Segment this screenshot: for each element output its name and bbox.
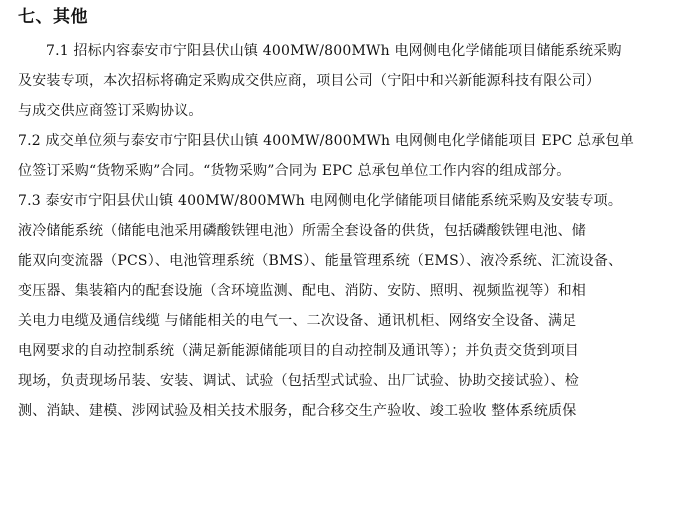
paragraph-line: 现场，负责现场吊装、安装、调试、试验（包括型式试验、出厂试验、协助交接试验）、检 <box>18 373 579 389</box>
paragraph-line: 7.2 成交单位须与泰安市宁阳县伏山镇 400MW/800MWh 电网侧电化学储能项目 EPC 总承包单 <box>18 133 634 149</box>
paragraph-7-1 <box>18 36 690 126</box>
paragraph-line: 位签订采购“货物采购”合同。“货物采购”合同为 EPC 总承包单位工作内容的组成部分。 <box>18 163 571 179</box>
paragraph-line: 电网要求的自动控制系统（满足新能源储能项目的自动控制及通讯等）；并负责交货到项目 <box>18 343 579 359</box>
paragraph-line: 与成交供应商签订采购协议。 <box>18 103 203 119</box>
paragraph-line: 7.3 泰安市宁阳县伏山镇 400MW/800MWh 电网侧电化学储能项目储能系统采购及安装专项。 <box>18 193 623 209</box>
paragraph-line: 关电力电缆及通信线缆 与储能相关的电气一、二次设备、通讯机柜、网络安全设备、满足 <box>18 313 577 329</box>
paragraph-line: 及安装专项，本次招标将确定采购成交供应商，项目公司（宁阳中和兴新能源科技有限公司） <box>18 73 601 89</box>
paragraph-7-2 <box>18 126 690 186</box>
document-page <box>18 4 690 426</box>
paragraph-7-3 <box>18 186 690 426</box>
paragraph-line: 能双向变流器（PCS）、电池管理系统（BMS）、能量管理系统（EMS）、液冷系统、汇流设备、 <box>18 253 623 269</box>
section-heading: 七、其他 <box>18 7 88 27</box>
paragraph-line: 变压器、集装箱内的配套设施（含环境监测、配电、消防、安防、照明、视频监视等）和相 <box>18 283 586 299</box>
paragraph-line: 测、消缺、建模、涉网试验及相关技术服务，配合移交生产验收、竣工验收 整体系统质保 <box>18 403 577 419</box>
paragraph-line: 7.1 招标内容泰安市宁阳县伏山镇 400MW/800MWh 电网侧电化学储能项目储能系统采购 <box>46 43 622 59</box>
paragraph-line: 液冷储能系统（储能电池采用磷酸铁锂电池）所需全套设备的供货，包括磷酸铁锂电池、储 <box>18 223 586 239</box>
